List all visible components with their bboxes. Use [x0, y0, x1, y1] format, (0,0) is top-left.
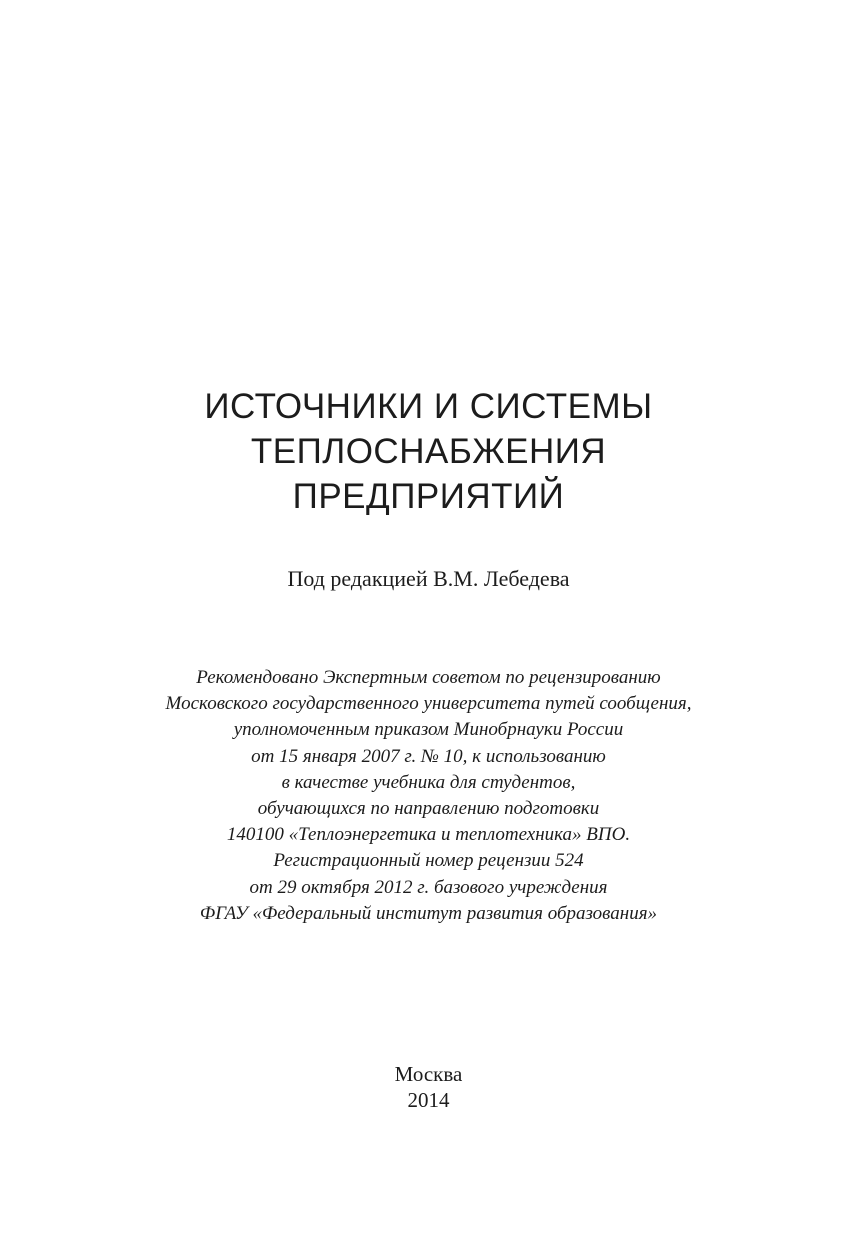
recommendation-line-1: Рекомендовано Экспертным советом по рецензированию	[196, 667, 661, 688]
recommendation-line-10: ФГАУ «Федеральный институт развития образования»	[199, 902, 658, 924]
recommendation-line-3: уполномоченным приказом Минобрнауки России	[233, 719, 624, 741]
book-title-line-3: ПРЕДПРИЯТИЙ	[292, 477, 565, 516]
imprint-city: Москва	[394, 1062, 463, 1086]
imprint	[0, 1061, 857, 1113]
recommendation-line-2: Московского государственного университета путей сообщения,	[165, 693, 692, 715]
recommendation-note	[0, 665, 857, 927]
recommendation-line-4: от 15 января 2007 г. № 10, к использованию	[251, 745, 606, 767]
recommendation-line-9: от 29 октября 2012 г. базового учреждения	[249, 876, 608, 898]
book-title-line-2: ТЕПЛОСНАБЖЕНИЯ	[250, 432, 607, 471]
recommendation-line-5: в качестве учебника для студентов,	[281, 771, 576, 793]
editor-credit: Под редакцией В.М. Лебедева	[287, 566, 570, 591]
recommendation-line-6: обучающихся по направлению подготовки	[257, 798, 600, 820]
book-title-line-1: ИСТОЧНИКИ И СИСТЕМЫ	[204, 387, 653, 426]
book-title	[0, 384, 857, 519]
imprint-year: 2014	[407, 1088, 450, 1112]
recommendation-line-8: Регистрационный номер рецензии 524	[273, 850, 584, 872]
recommendation-line-7: 140100 «Теплоэнергетика и теплотехника» ВПО.	[226, 824, 631, 846]
